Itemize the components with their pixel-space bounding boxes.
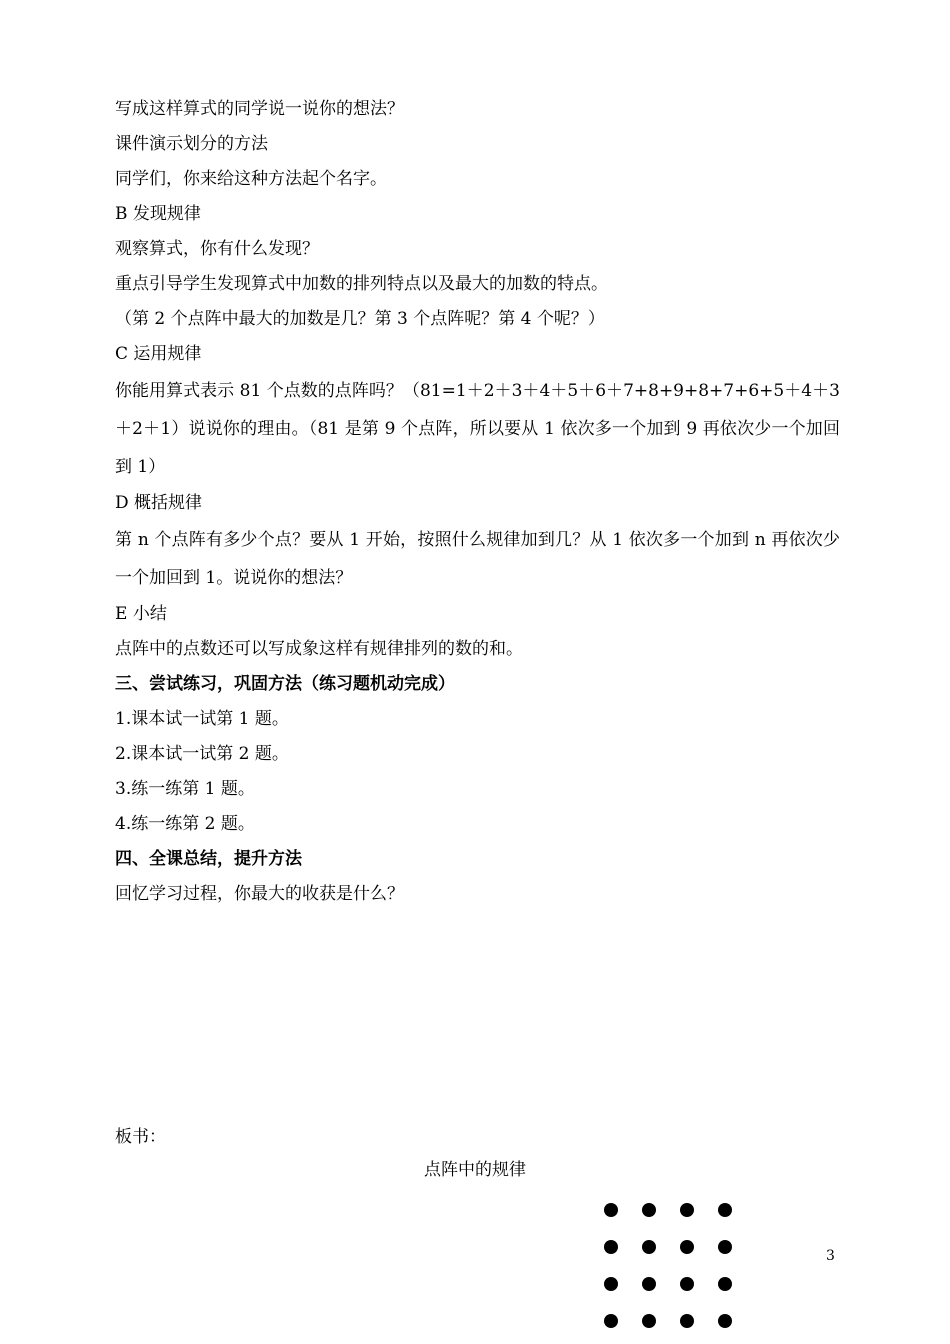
- paragraph-line: 3.练一练第 1 题。: [115, 779, 255, 799]
- section-heading: 三、尝试练习，巩固方法（练习题机动完成）: [115, 674, 455, 694]
- dot: [680, 1203, 694, 1217]
- dot: [604, 1240, 618, 1254]
- paragraph-line: 同学们，你来给这种方法起个名字。: [115, 169, 387, 189]
- dot: [642, 1314, 656, 1328]
- dot: [718, 1240, 732, 1254]
- paragraph-line: 2.课本试一试第 2 题。: [115, 744, 289, 764]
- dot: [718, 1203, 732, 1217]
- dot: [718, 1314, 732, 1328]
- page-number: 3: [826, 1248, 835, 1264]
- dot: [642, 1277, 656, 1291]
- paragraph-line: E 小结: [115, 604, 167, 624]
- board-label: 板书：: [115, 1127, 166, 1147]
- dot: [680, 1240, 694, 1254]
- dot: [718, 1277, 732, 1291]
- paragraph-line: D 概括规律: [115, 493, 203, 513]
- paragraph-line: （第 2 个点阵中最大的加数是几？第 3 个点阵呢？第 4 个呢？）: [115, 309, 605, 329]
- paragraph-line: 观察算式，你有什么发现？: [115, 239, 319, 259]
- paragraph-line: 1.课本试一试第 1 题。: [115, 709, 289, 729]
- dot: [604, 1277, 618, 1291]
- dot: [680, 1314, 694, 1328]
- dot: [680, 1277, 694, 1291]
- paragraph-line: 点阵中的点数还可以写成象这样有规律排列的数的和。: [115, 639, 523, 659]
- paragraph-line: 重点引导学生发现算式中加数的排列特点以及最大的加数的特点。: [115, 274, 608, 294]
- dot: [604, 1314, 618, 1328]
- paragraph-line: C 运用规律: [115, 344, 202, 364]
- paragraph-line: 课件演示划分的方法: [115, 134, 268, 154]
- paragraph-line: 4.练一练第 2 题。: [115, 814, 255, 834]
- paragraph-line: 写成这样算式的同学说一说你的想法？: [115, 99, 404, 119]
- section-heading: 四、全课总结，提升方法: [115, 849, 302, 869]
- board-title: 点阵中的规律: [424, 1160, 526, 1180]
- dot: [604, 1203, 618, 1217]
- document-body: [115, 92, 840, 912]
- paragraph-line: 回忆学习过程，你最大的收获是什么？: [115, 884, 404, 904]
- paragraph-line: 你能用算式表示 81 个点数的点阵吗？（81=1＋2＋3＋4＋5＋6＋7+8+9+8+7+6+5＋4＋3＋2＋1）说说你的理由。（81 是第 9 个点阵，所以要从 1 依次多一个加到 9 再依次少一个加回到 1）: [115, 381, 840, 477]
- dot: [642, 1240, 656, 1254]
- paragraph-line: 第 n 个点阵有多少个点？要从 1 开始，按照什么规律加到几？从 1 依次多一个加到 n 再依次少一个加回到 1。说说你的想法？: [115, 530, 840, 588]
- dot: [642, 1203, 656, 1217]
- paragraph-line: B 发现规律: [115, 204, 201, 224]
